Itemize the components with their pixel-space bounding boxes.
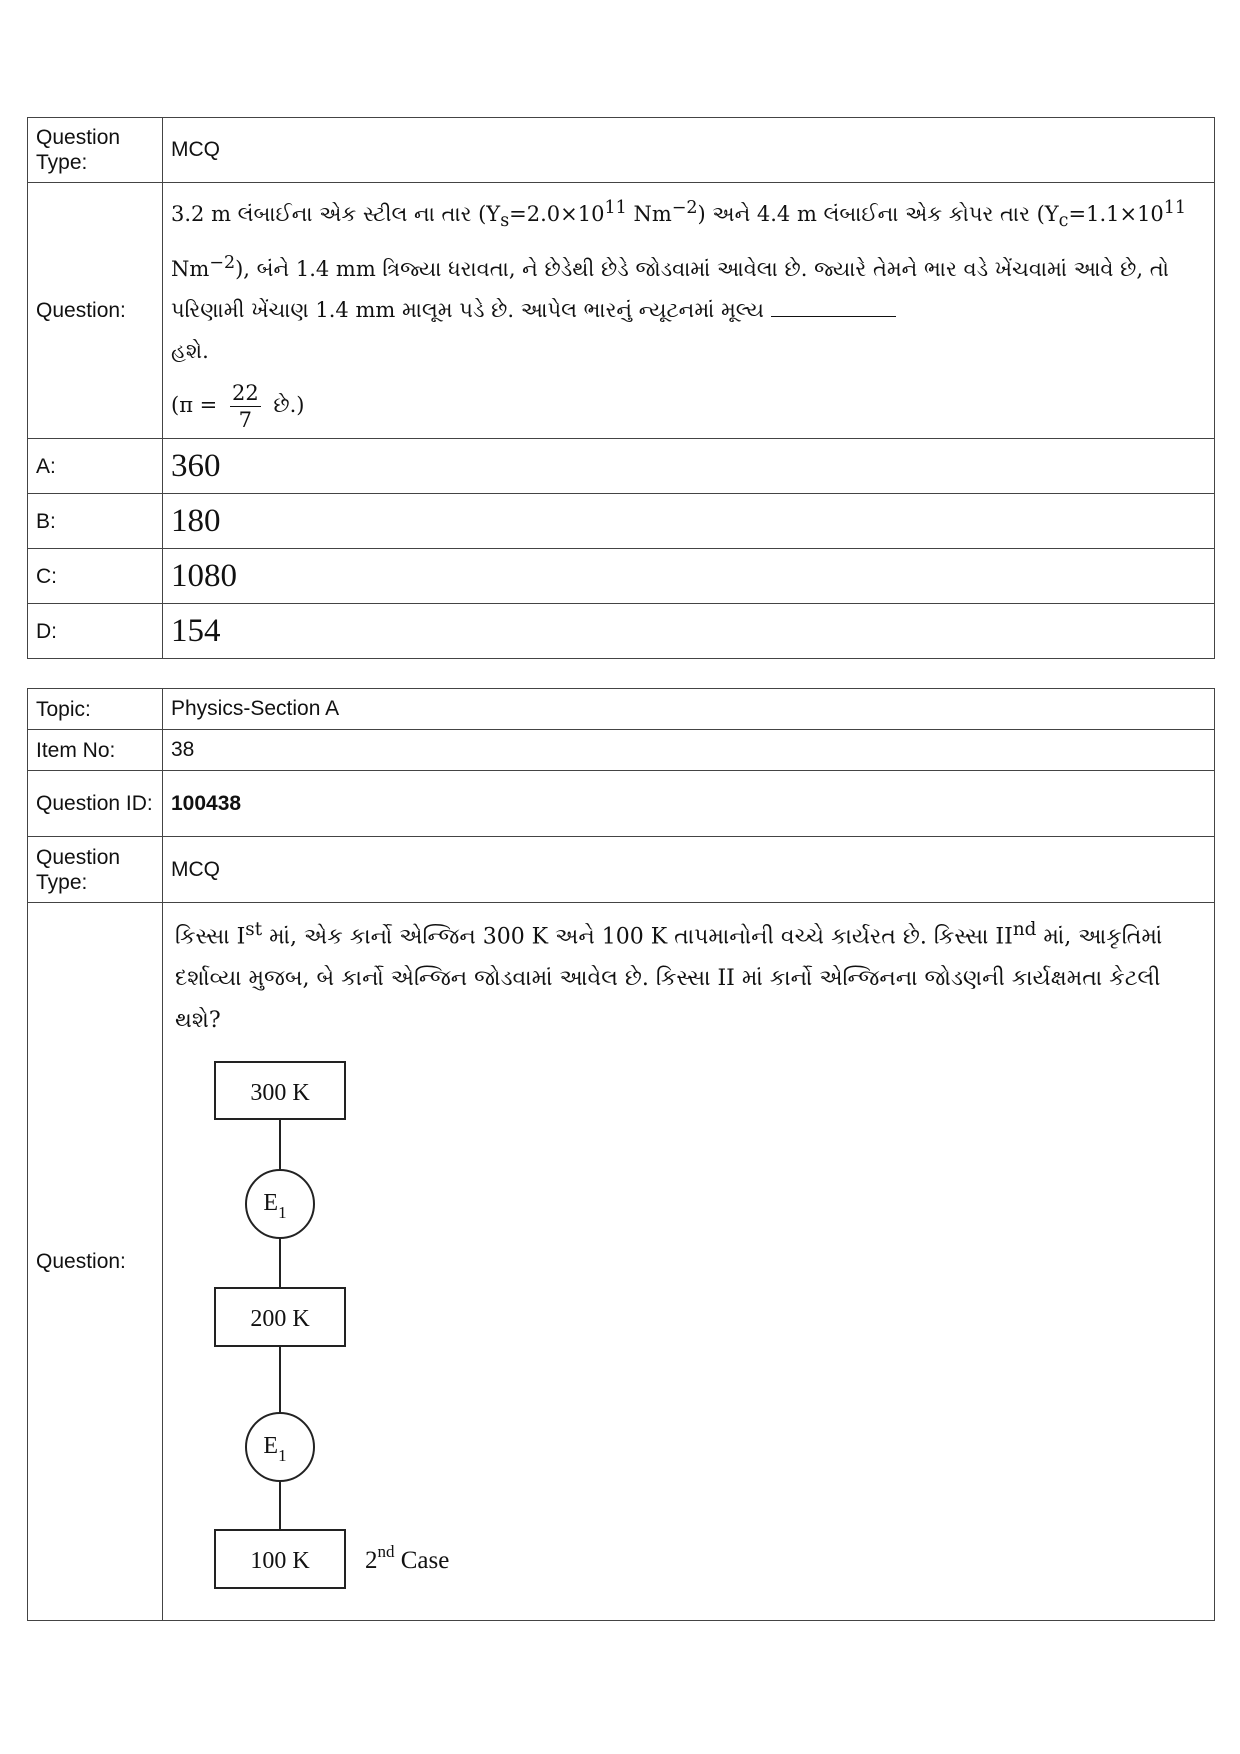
answer-blank bbox=[771, 296, 896, 317]
item-no-value: 38 bbox=[163, 730, 1215, 771]
question-text: 3.2 m લંબાઈના એક સ્ટીલ ના તાર ($Y_s=2.0\times 10^{11}$ $Nm^{-2}$) અને 4.4 m લંબાઈના એક કોપર તાર ($Y_c=1.1\times 10^{11}$ $Nm^{-2}$), બંને 1.4 mm ત્રિજ્યા ધરાવતા, ને છેડેથી છેડે જોડવામાં આવેલા છે. જ્યારે તેમને ભાર વડે ખેંચવામાં આવે છે, તો પરિણામી ખેંચાણ 1.4 mm માલૂમ પડે છે. આપેલ ભારનું ન્યૂટનમાં મૂલ્ય હશે. (π = $\frac{22}{7}$ છે.) bbox=[163, 183, 1215, 439]
question-label: Question: bbox=[28, 183, 163, 439]
option-a-value: 360 bbox=[163, 439, 1215, 494]
option-c-label: C: bbox=[28, 549, 163, 604]
question-type-label: Question Type: bbox=[28, 118, 163, 183]
question-type-label-2: Question Type: bbox=[28, 837, 163, 903]
question-text-2: કિસ્સા Ist માં, એક કાર્નો એન્જિન 300 K અને 100 K તાપમાનોની વચ્ચે કાર્યરત છે. કિસ્સા IInd માં, આકૃતિમાં દર્શાવ્યા મુજબ, બે કાર્નો એન્જિન જોડવામાં આવેલ છે. કિસ્સા II માં કાર્નો એન્જિનના જોડણની કાર્યક્ષમતા કેટલી થશે? bbox=[175, 919, 1163, 1034]
question-table-1 bbox=[27, 117, 1215, 659]
engine-e2-label: $E_1$ bbox=[263, 1433, 287, 1466]
question-label-2: Question: bbox=[28, 903, 163, 1621]
option-b-label: B: bbox=[28, 494, 163, 549]
question-type-value-2: MCQ bbox=[163, 837, 1215, 903]
pi-fraction: $\frac{22}{7}$ bbox=[231, 380, 259, 432]
topic-value: Physics-Section A bbox=[163, 689, 1215, 730]
reservoir-100k-label: 100 K bbox=[250, 1548, 310, 1575]
reservoir-200k-label: 200 K bbox=[250, 1306, 310, 1333]
item-no-label: Item No: bbox=[28, 730, 163, 771]
pi-note: (π = $\frac{22}{7}$ છે.) bbox=[171, 380, 305, 432]
topic-label: Topic: bbox=[28, 689, 163, 730]
option-b-value: 180 bbox=[163, 494, 1215, 549]
question-id-label: Question ID: bbox=[28, 771, 163, 837]
question-table-2 bbox=[27, 688, 1215, 1621]
option-a-label: A: bbox=[28, 439, 163, 494]
case-label: 2nd Case bbox=[365, 1542, 450, 1575]
engine-e1-label: $E_1$ bbox=[263, 1190, 287, 1223]
carnot-engine-diagram bbox=[195, 1060, 555, 1620]
question-type-value: MCQ bbox=[163, 118, 1215, 183]
option-d-value: 154 bbox=[163, 604, 1215, 659]
option-d-label: D: bbox=[28, 604, 163, 659]
question-content-2 bbox=[163, 903, 1215, 1621]
option-c-value: 1080 bbox=[163, 549, 1215, 604]
reservoir-300k-label: 300 K bbox=[250, 1080, 310, 1107]
question-id-value: 100438 bbox=[163, 771, 1215, 837]
